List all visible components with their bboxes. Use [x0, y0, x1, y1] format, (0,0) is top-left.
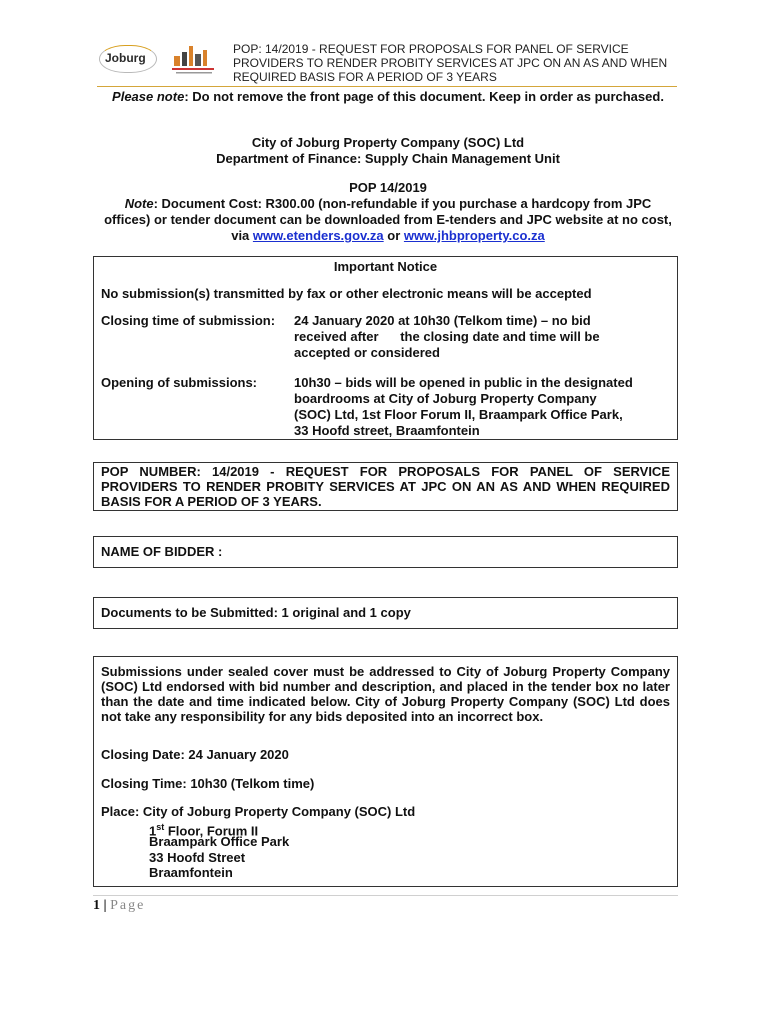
submission-paragraph: Submissions under sealed cover must be addressed to City of Joburg Property Company (SOC) Ltd endorsed with bid number and description, and placed in the tender box no later than the date and time indicated below. City of Joburg Property Company (SOC) Ltd does not take any responsibility for any bids deposited into an incorrect box. — [101, 664, 670, 724]
page-separator: | — [103, 898, 107, 913]
closing-time-line2: received after the closing date and time will be — [294, 329, 600, 344]
org-name: City of Joburg Property Company (SOC) Ltd — [251, 135, 525, 150]
please-note-text: : Do not remove the front page of this document. Keep in order as purchased. — [184, 89, 664, 104]
bidder-label: NAME OF BIDDER : — [101, 544, 223, 559]
organisation-block — [100, 135, 676, 167]
org-department: Department of Finance: Supply Chain Management Unit — [216, 151, 560, 166]
opening-label: Opening of submissions: — [101, 375, 258, 390]
opening-line2: boardrooms at City of Joburg Property Company — [294, 391, 597, 406]
notice-fax: No submission(s) transmitted by fax or other electronic means will be accepted — [101, 286, 592, 301]
document-cost — [100, 196, 676, 244]
pop-number: POP 14/2019 — [349, 180, 427, 195]
documents-box — [93, 597, 678, 629]
joburg-logo-text: Joburg — [105, 51, 146, 65]
link-separator: or — [383, 228, 404, 243]
pop-number-box — [93, 462, 678, 511]
notice-title: Important Notice — [333, 259, 438, 274]
documents-text: Documents to be Submitted: 1 original and 1 copy — [101, 605, 411, 620]
closing-time: Closing Time: 10h30 (Telkom time) — [101, 776, 315, 791]
floor-ordinal: st — [156, 822, 165, 832]
page-number-value: 1 — [93, 898, 100, 913]
closing-time-line3: accepted or considered — [294, 345, 440, 360]
please-note — [100, 89, 676, 105]
jpc-logo-icon — [170, 42, 218, 76]
header-title: POP: 14/2019 - REQUEST FOR PROPOSALS FOR PANEL OF SERVICE PROVIDERS TO RENDER PROBITY SERVICES AT JPC ON AN AS AND WHEN REQUIRED BASIS FOR A PERIOD OF 3 YEARS — [233, 42, 668, 84]
page-number — [93, 898, 145, 914]
etenders-link[interactable]: www.etenders.gov.za — [252, 228, 384, 243]
closing-time-label: Closing time of submission: — [101, 313, 276, 328]
floor-number: 1 — [149, 823, 157, 839]
bidder-box[interactable] — [93, 536, 678, 568]
page-label: Page — [110, 898, 146, 913]
opening-line4: 33 Hoofd street, Braamfontein — [294, 423, 480, 438]
closing-time-line1: 24 January 2020 at 10h30 (Telkom time) – no bid — [294, 313, 591, 328]
floor-rest: Floor, Forum II — [164, 823, 259, 839]
pop-number-text: POP NUMBER: 14/2019 - REQUEST FOR PROPOSALS FOR PANEL OF SERVICE PROVIDERS TO RENDER PROBITY SERVICES AT JPC ON AN AS AND WHEN REQUIRED BASIS FOR A PERIOD OF 3 YEARS. — [101, 464, 670, 509]
pop-block — [100, 180, 676, 244]
joburg-logo — [97, 43, 159, 74]
jhbproperty-link[interactable]: www.jhbproperty.co.za — [403, 228, 545, 243]
header-divider — [97, 86, 677, 87]
submission-box — [93, 656, 678, 887]
address-line2: Braampark Office Park — [149, 834, 290, 849]
opening-line3: (SOC) Ltd, 1st Floor Forum II, Braampark Office Park, — [294, 407, 623, 422]
closing-date: Closing Date: 24 January 2020 — [101, 747, 289, 762]
opening-line1: 10h30 – bids will be opened in public in the designated — [294, 375, 633, 390]
address-line4: Braamfontein — [149, 865, 233, 880]
important-notice-box — [93, 256, 678, 440]
please-note-label: Please note — [112, 89, 185, 104]
place-label: Place: City of Joburg Property Company (SOC) Ltd — [101, 804, 416, 819]
footer-divider — [93, 895, 678, 896]
cost-text: : Document Cost: R300.00 (non-refundable if you purchase a hardcopy from JPC offices) or tender document can be downloaded from E-tenders and JPC website at no cost, via — [104, 196, 672, 243]
cost-note-label: Note — [124, 196, 154, 211]
address-line3: 33 Hoofd Street — [149, 850, 246, 865]
